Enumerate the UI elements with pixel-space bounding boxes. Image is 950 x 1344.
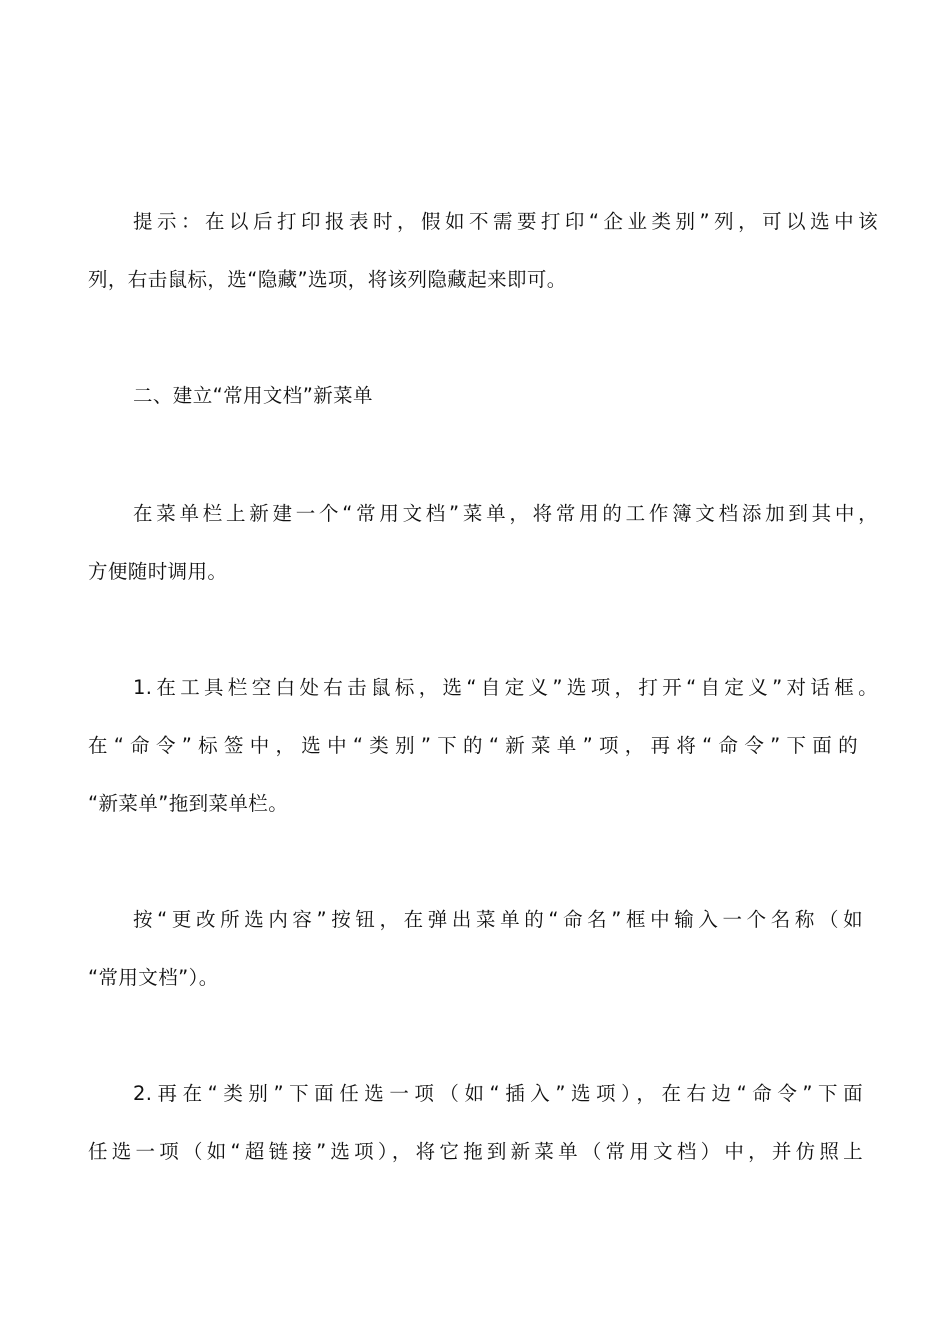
paragraph-line: 在菜单栏上新建一个“常用文档”菜单，将常用的工作簿文档添加到其中， [133,502,878,525]
paragraph-line: “新菜单”拖到菜单栏。 [88,792,289,815]
paragraph-line: 列，右击鼠标，选“隐藏”选项，将该列隐藏起来即可。 [88,268,567,291]
paragraph-line: 2.再在“类别”下面任选一项（如“插入”选项），在右边“命令”下面 [133,1082,863,1105]
paragraph-line: 方便随时调用。 [88,560,228,583]
paragraph-line: “常用文档”）。 [88,966,219,989]
paragraph-line: 按“更改所选内容”按钮，在弹出菜单的“命名”框中输入一个名称（如 [133,908,863,931]
paragraph-line: 任选一项（如“超链接”选项），将它拖到新菜单（常用文档）中，并仿照上 [88,1140,863,1163]
heading-text: 二、建立“常用文档”新菜单 [133,384,373,407]
paragraph-line: 1.在工具栏空白处右击鼠标，选“自定义”选项，打开“自定义”对话框。 [133,676,878,699]
paragraph-line: 提示：在以后打印报表时，假如不需要打印“企业类别”列，可以选中该 [133,210,878,233]
paragraph-line: 在“命令”标签中，选中“类别”下的“新菜单”项，再将“命令”下面的 [88,734,858,757]
